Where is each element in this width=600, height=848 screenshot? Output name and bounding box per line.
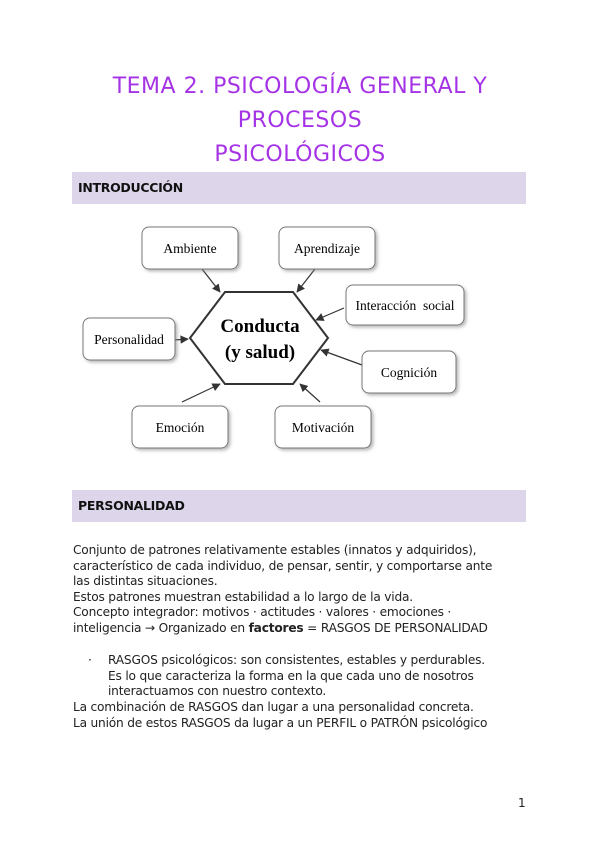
page-title — [60, 70, 540, 172]
page-number: 1 — [518, 796, 526, 810]
section-title-intro: INTRODUCCIÓN — [78, 180, 183, 195]
arrow-motivacion — [300, 384, 320, 402]
center-label-2: (y salud) — [224, 342, 296, 363]
node-ambiente — [142, 227, 238, 269]
arrow-cognicion — [321, 350, 362, 365]
text-line: RASGOS psicológicos: son consistentes, estables y perdurables. — [108, 653, 485, 667]
bullet-marker: · — [88, 653, 92, 667]
node-aprendizaje-label: Aprendizaje — [294, 241, 360, 256]
center-hexagon — [190, 292, 328, 384]
center-label-1: Conducta — [220, 316, 300, 337]
title-line-2: PSICOLÓGICOS — [214, 142, 386, 167]
bullet-item-rasgos — [88, 653, 528, 700]
text-line: Estos patrones muestran estabilidad a lo largo de la vida. — [73, 589, 413, 604]
section-title-personality: PERSONALIDAD — [78, 498, 185, 513]
node-personalidad — [83, 318, 175, 360]
diagram-svg — [80, 222, 480, 462]
node-emocion-label: Emoción — [155, 420, 205, 435]
arrow-personalidad — [174, 339, 188, 340]
node-interaccion-label: Interacción social — [355, 298, 455, 313]
arrow-interaccion — [316, 308, 344, 320]
personality-text — [73, 543, 533, 637]
node-ambiente-label: Ambiente — [163, 241, 217, 256]
node-emocion — [132, 406, 228, 448]
text-segment: inteligencia → Organizado en — [73, 620, 249, 635]
text-line: las distintas situaciones. — [73, 574, 218, 589]
text-line: Concepto integrador: motivos · actitudes · valores · emociones · — [73, 605, 452, 620]
behavior-diagram — [80, 222, 480, 462]
node-cognicion-label: Cognición — [380, 365, 438, 380]
text-line: Es lo que caracteriza la forma en la que cada uno de nosotros — [108, 668, 474, 683]
text-segment: = RASGOS DE PERSONALIDAD — [303, 620, 488, 635]
keyword-factores: factores — [248, 620, 304, 635]
personality-summary — [73, 700, 533, 731]
title-line-1: TEMA 2. PSICOLOGÍA GENERAL Y PROCESOS — [112, 74, 488, 133]
node-motivacion — [275, 406, 371, 448]
text-line-factores — [73, 621, 533, 637]
node-aprendizaje — [279, 227, 375, 269]
text-line: La combinación de RASGOS dan lugar a una personalidad concreta. — [73, 700, 474, 714]
node-cognicion — [362, 351, 456, 393]
text-line: Conjunto de patrones relativamente estables (innatos y adquiridos), — [73, 543, 477, 557]
text-line: interactuamos con nuestro contexto. — [108, 684, 327, 699]
node-interaccion — [346, 285, 464, 325]
text-line: característico de cada individuo, de pensar, sentir, y comportarse ante — [73, 558, 493, 573]
node-motivacion-label: Motivación — [291, 420, 355, 435]
section-header-personality — [72, 490, 526, 522]
node-personalidad-label: Personalidad — [94, 332, 164, 347]
arrow-emocion — [182, 384, 220, 402]
text-line: La unión de estos RASGOS da lugar a un PERFIL o PATRÓN psicológico — [73, 715, 488, 730]
section-header-intro — [72, 172, 526, 204]
